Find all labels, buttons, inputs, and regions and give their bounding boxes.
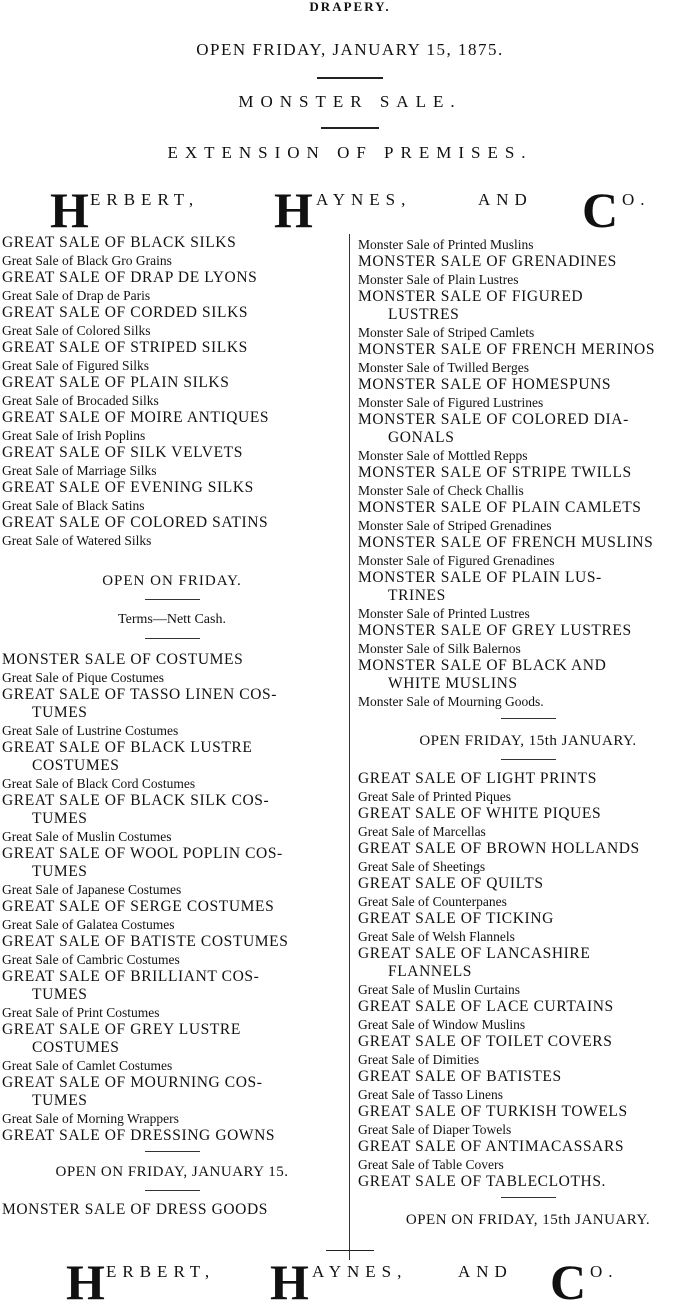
listing-line: Great Sale of Sheetings [358,859,486,874]
listing-line: LUSTRES [388,306,460,323]
listing-line: Great Sale of Morning Wrappers [2,1111,179,1126]
listing-line: Great Sale of Black Gro Grains [2,253,172,268]
listing-line: COSTUMES [32,757,120,774]
listing-line: Great Sale of Irish Poplins [2,428,146,443]
listing-line: Great Sale of Pique Costumes [2,670,164,685]
listing-line: GREAT SALE OF TURKISH TOWELS [358,1103,628,1120]
open-date: OPEN FRIDAY, JANUARY 15, 1875. [196,40,504,59]
listing-line: GREAT SALE OF BLACK SILKS [2,234,237,251]
listing-line: TUMES [32,986,88,1003]
firm-word: ERBERT, [106,1262,216,1281]
firm-name-bottom [0,1254,700,1310]
firm-initial: C [582,182,619,238]
open-15th: OPEN FRIDAY, 15th JANUARY. [419,733,637,749]
section-header: DRAPERY. [309,0,391,14]
listing-line: Great Sale of Marriage Silks [2,463,157,478]
terms: Terms—Nett Cash. [118,612,226,627]
firm-word: O. [622,190,651,209]
listing-line: GREAT SALE OF BROWN HOLLANDS [358,840,640,857]
listing-line: Great Sale of Figured Silks [2,358,149,373]
listing-line: Monster Sale of Printed Lustres [358,606,530,621]
listing-line: Great Sale of Printed Piques [358,789,511,804]
column-divider [349,234,350,1260]
listing-line: GREAT SALE OF TICKING [358,910,554,927]
listing-line: GREAT SALE OF LIGHT PRINTS [358,770,597,787]
listing-line: Great Sale of Marcellas [358,824,486,839]
firm-initial: C [550,1254,587,1310]
listing-line: GREAT SALE OF WHITE PIQUES [358,805,602,822]
right-column [358,236,698,1230]
listing-line: Great Sale of Diaper Towels [358,1122,512,1137]
open-jan15: OPEN ON FRIDAY, JANUARY 15. [55,1164,289,1180]
listing-line: GREAT SALE OF GREY LUSTRE [2,1021,241,1038]
listing-line: GREAT SALE OF BATISTE COSTUMES [2,933,289,950]
listing-line: GREAT SALE OF EVENING SILKS [2,479,254,496]
listing-line: Great Sale of Counterpanes [358,894,507,909]
listing-line: Monster Sale of Twilled Berges [358,360,530,375]
firm-word: ERBERT, [90,190,200,209]
listing-line: Great Sale of Cambric Costumes [2,952,180,967]
listing-line: Great Sale of Black Cord Costumes [2,776,196,791]
listing-line: MONSTER SALE OF GRENADINES [358,253,617,270]
listing-line: Great Sale of Dimities [358,1052,480,1067]
listing-line: Great Sale of Table Covers [358,1157,504,1172]
listing-line: MONSTER SALE OF DRESS GOODS [2,1201,268,1218]
listing-line: TUMES [32,704,88,721]
firm-initial: H [270,1254,309,1310]
listing-line: GREAT SALE OF ANTIMACASSARS [358,1138,625,1155]
listing-line: Great Sale of Print Costumes [2,1005,160,1020]
open-on-friday: OPEN ON FRIDAY. [102,573,242,589]
listing-line: GREAT SALE OF BATISTES [358,1068,562,1085]
listing-line: Great Sale of Colored Silks [2,323,151,338]
left-column [2,234,342,1219]
listing-line: GREAT SALE OF STRIPED SILKS [2,339,248,356]
listing-line: Great Sale of Japanese Costumes [2,882,182,897]
listing-line: Great Sale of Black Satins [2,498,145,513]
listing-line: GREAT SALE OF SERGE COSTUMES [2,898,275,915]
listing-line: GREAT SALE OF MOURNING COS- [2,1074,263,1091]
listing-line: MONSTER SALE OF STRIPE TWILLS [358,464,632,481]
listing-line: GREAT SALE OF TOILET COVERS [358,1033,613,1050]
listing-line: Great Sale of Lustrine Costumes [2,723,179,738]
listing-line: GREAT SALE OF DRESSING GOWNS [2,1127,276,1144]
firm-initial: H [274,182,313,238]
headline: MONSTER SALE. [238,92,462,111]
listing-line: MONSTER SALE OF COLORED DIA- [358,411,629,428]
listing-line: GREAT SALE OF LACE CURTAINS [358,998,614,1015]
listing-line: TRINES [388,587,446,604]
listing-line: GREAT SALE OF PLAIN SILKS [2,374,230,391]
listing-line: FLANNELS [388,963,473,980]
listing-line: Great Sale of Watered Silks [2,533,152,548]
sub-headline: EXTENSION OF PREMISES. [167,143,533,162]
listing-line: Great Sale of Muslin Costumes [2,829,172,844]
listing-line: Great Sale of Welsh Flannels [358,929,515,944]
listing-line: Monster Sale of Striped Camlets [358,325,535,340]
divider [321,127,379,129]
listing-line: MONSTER SALE OF BLACK AND [358,657,607,674]
listing-line: Monster Sale of Figured Grenadines [358,553,555,568]
listing-line: GREAT SALE OF BLACK SILK COS- [2,792,270,809]
listing-line: GREAT SALE OF BRILLIANT COS- [2,968,260,985]
listing-line: MONSTER SALE OF COSTUMES [2,651,244,668]
listing-line: GREAT SALE OF MOIRE ANTIQUES [2,409,270,426]
listing-line: Great Sale of Window Muslins [358,1017,526,1032]
listing-line: GONALS [388,429,455,446]
firm-word: AYNES, [316,190,412,209]
listing-line: Great Sale of Galatea Costumes [2,917,175,932]
listing-line: WHITE MUSLINS [388,675,518,692]
divider [326,1250,374,1251]
listing-line: MONSTER SALE OF GREY LUSTRES [358,622,632,639]
listing-line: Monster Sale of Silk Balernos [358,641,521,656]
listing-line: MONSTER SALE OF HOMESPUNS [358,376,612,393]
firm-word: AND [458,1262,513,1281]
listing-line: GREAT SALE OF LANCASHIRE [358,945,591,962]
listing-line: GREAT SALE OF TABLECLOTHS. [358,1173,607,1190]
listing-line: Great Sale of Muslin Curtains [358,982,520,997]
listing-line: GREAT SALE OF DRAP DE LYONS [2,269,258,286]
firm-word: O. [590,1262,619,1281]
firm-word: AYNES, [312,1262,408,1281]
listing-line: TUMES [32,863,88,880]
listing-line: Great Sale of Drap de Paris [2,288,151,303]
listing-line: Great Sale of Camlet Costumes [2,1058,173,1073]
listing-line: TUMES [32,1092,88,1109]
firm-word: AND [478,190,533,209]
listing-line: Monster Sale of Striped Grenadines [358,518,552,533]
firm-initial: H [66,1254,105,1310]
listing-line: MONSTER SALE OF PLAIN CAMLETS [358,499,642,516]
listing-line: Great Sale of Brocaded Silks [2,393,159,408]
listing-line: MONSTER SALE OF FIGURED [358,288,584,305]
listing-line: Monster Sale of Mourning Goods. [358,694,544,709]
listing-line: Monster Sale of Printed Muslins [358,237,534,252]
listing-line: MONSTER SALE OF PLAIN LUS- [358,569,602,586]
listing-line: Monster Sale of Plain Lustres [358,272,519,287]
listing-line: GREAT SALE OF CORDED SILKS [2,304,249,321]
listing-line: GREAT SALE OF COLORED SATINS [2,514,269,531]
listing-line: GREAT SALE OF QUILTS [358,875,544,892]
listing-line: MONSTER SALE OF FRENCH MERINOS [358,341,656,358]
listing-line: Monster Sale of Figured Lustrines [358,395,544,410]
listing-line: Monster Sale of Check Challis [358,483,524,498]
listing-line: MONSTER SALE OF FRENCH MUSLINS [358,534,654,551]
listing-line: GREAT SALE OF SILK VELVETS [2,444,243,461]
listing-line: Monster Sale of Mottled Repps [358,448,528,463]
listing-line: COSTUMES [32,1039,120,1056]
divider [317,77,383,79]
open-bottom: OPEN ON FRIDAY, 15th JANUARY. [405,1212,651,1228]
listing-line: GREAT SALE OF TASSO LINEN COS- [2,686,277,703]
firm-initial: H [50,182,89,238]
firm-name-top [0,182,700,238]
listing-line: Great Sale of Tasso Linens [358,1087,504,1102]
listing-line: GREAT SALE OF WOOL POPLIN COS- [2,845,283,862]
listing-line: GREAT SALE OF BLACK LUSTRE [2,739,253,756]
listing-line: TUMES [32,810,88,827]
